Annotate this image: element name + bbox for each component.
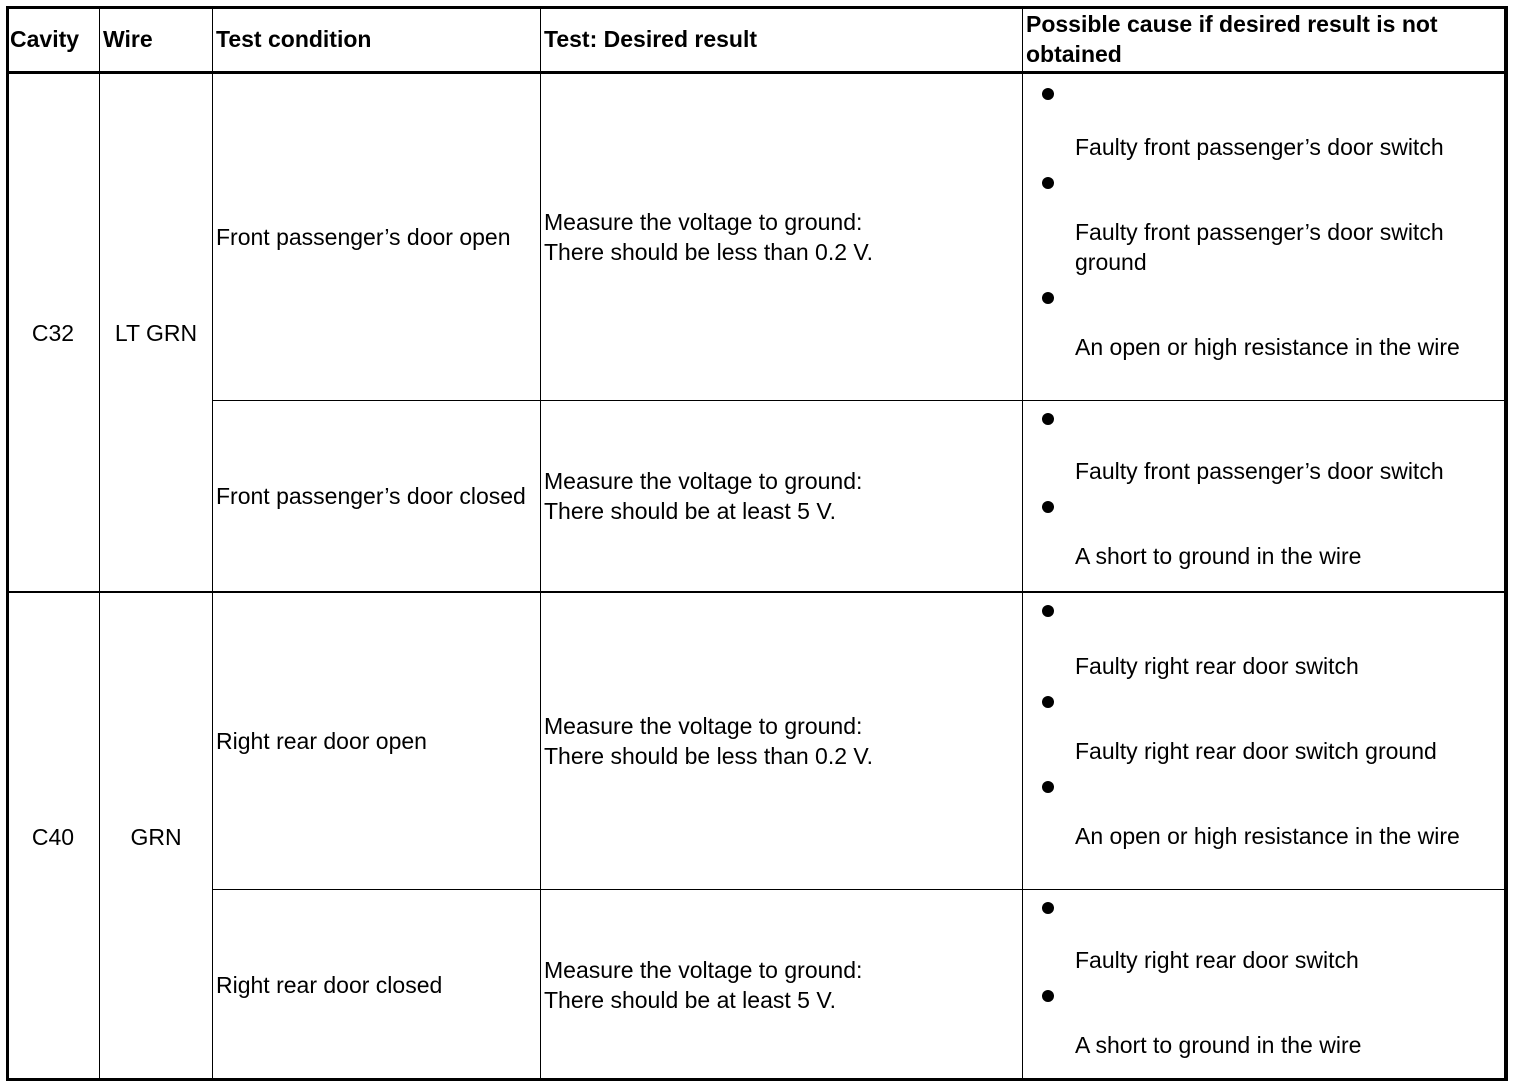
header-wire: Wire — [100, 7, 213, 73]
cause-text: A short to ground in the wire — [1075, 1032, 1362, 1059]
test-condition-cell: Right rear door closed — [213, 890, 541, 1081]
header-test-condition: Test condition — [213, 7, 541, 73]
result-line: Measure the voltage to ground: — [544, 957, 863, 984]
cause-text: Faulty front passenger’s door switch — [1075, 134, 1444, 160]
cause-text: An open or high resistance in the wire — [1075, 334, 1460, 360]
cause-text: Faulty right rear door switch ground — [1075, 738, 1437, 765]
table-frame — [6, 6, 1507, 1081]
result-line: There should be less than 0.2 V. — [544, 743, 874, 770]
test-condition-cell: Front passenger’s door closed — [213, 400, 541, 592]
header-desired-result: Test: Desired result — [541, 7, 1023, 73]
cause-text: Faulty right rear door switch — [1075, 947, 1359, 974]
wire-cell: LT GRN — [100, 73, 213, 593]
cause-text: A short to ground in the wire — [1075, 542, 1362, 569]
cause-text: Faulty front passenger’s door switch ground — [1075, 219, 1444, 275]
result-line: There should be less than 0.2 V. — [544, 238, 874, 265]
cavity-cell: C32 — [7, 73, 100, 593]
cause-text: An open or high resistance in the wire — [1075, 823, 1460, 850]
result-line: There should be at least 5 V. — [544, 498, 836, 524]
header-cavity: Cavity — [7, 7, 100, 73]
result-line: Measure the voltage to ground: — [544, 208, 863, 235]
result-line: Measure the voltage to ground: — [544, 713, 863, 740]
cause-text: Faulty front passenger’s door switch — [1075, 457, 1444, 484]
test-condition-cell: Right rear door open — [213, 592, 541, 890]
cause-text: Faulty right rear door switch — [1075, 653, 1359, 680]
cavity-cell: C40 — [7, 592, 100, 1080]
test-condition-cell: Front passenger’s door open — [213, 73, 541, 401]
wire-cell: GRN — [100, 592, 213, 1080]
header-possible-cause: Possible cause if desired result is not obtained — [1023, 7, 1508, 73]
result-line: Measure the voltage to ground: — [544, 468, 863, 494]
result-line: There should be at least 5 V. — [544, 987, 836, 1014]
